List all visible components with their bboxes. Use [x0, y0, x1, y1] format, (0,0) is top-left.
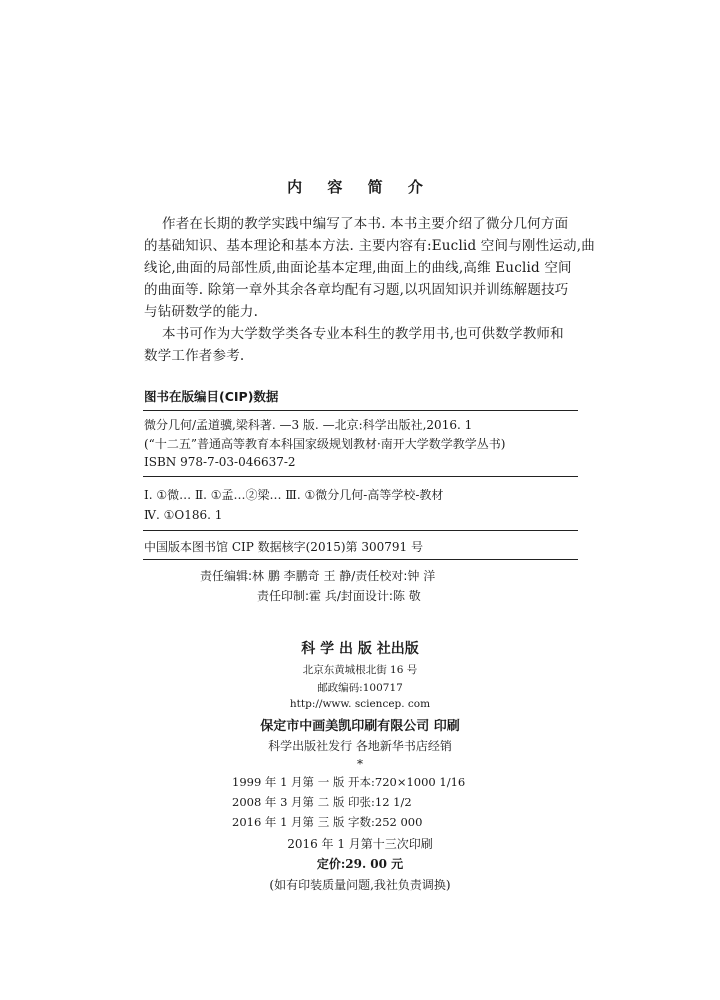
separator: *: [357, 757, 363, 771]
divider: [143, 410, 578, 411]
cip-line: ISBN 978-7-03-046637-2: [144, 455, 296, 469]
cip-heading: 图书在版编目(CIP)数据: [144, 389, 279, 404]
page-title: 内 容 简 介: [287, 178, 433, 196]
price: 定价:29. 00 元: [316, 857, 404, 871]
edition-line: 1999 年 1 月第 一 版 开本:720×1000 1/16: [232, 775, 466, 789]
summary-line: 作者在长期的教学实践中编写了本书. 本书主要介绍了微分几何方面: [162, 216, 569, 232]
publisher-address: 北京东黄城根北街 16 号: [302, 664, 418, 676]
credit-line: 责任编辑:林 鹏 李鹏奇 王 静/责任校对:钟 洋: [200, 569, 436, 583]
publisher-postcode: 邮政编码:100717: [317, 682, 403, 694]
cip-classification: Ⅳ. ①O186. 1: [144, 508, 223, 522]
cip-line: (“十二五”普通高等教育本科国家级规划教材·南开大学数学教学丛书): [144, 437, 506, 451]
summary-line: 线论,曲面的局部性质,曲面论基本定理,曲面上的曲线,高维 Euclid 空间: [144, 260, 572, 276]
divider: [143, 559, 578, 560]
summary-line: 本书可作为大学数学类各专业本科生的教学用书,也可供数学教师和: [162, 326, 564, 342]
publisher-website: http://www. sciencep. com: [289, 698, 431, 710]
edition-line: 2016 年 1 月第 三 版 字数:252 000: [232, 815, 423, 829]
cip-line: 微分几何/孟道骥,梁科著. —3 版. —北京:科学出版社,2016. 1: [144, 418, 473, 432]
cip-core-data: 中国版本图书馆 CIP 数据核字(2015)第 300791 号: [144, 540, 423, 554]
summary-line: 的基础知识、基本理论和基本方法. 主要内容有:Euclid 空间与刚性运动,曲: [144, 238, 595, 254]
credit-line: 责任印制:霍 兵/封面设计:陈 敬: [257, 589, 421, 603]
summary-line: 数学工作者参考.: [144, 348, 245, 364]
reprint: 2016 年 1 月第十三次印刷: [287, 837, 433, 851]
notice: (如有印装质量问题,我社负责调换): [269, 878, 451, 892]
divider: [143, 476, 578, 477]
distribution: 科学出版社发行 各地新华书店经销: [268, 739, 452, 753]
publisher-name: 科 学 出 版 社出版: [301, 641, 419, 657]
summary-line: 的曲面等. 除第一章外其余各章均配有习题,以巩固知识并训练解题技巧: [144, 282, 569, 298]
divider: [143, 530, 578, 531]
summary-line: 与钻研数学的能力.: [144, 304, 259, 320]
cip-classification: Ⅰ. ①微… Ⅱ. ①孟…②梁… Ⅲ. ①微分几何-高等学校-教材: [144, 488, 444, 502]
printer: 保定市中画美凯印刷有限公司 印刷: [260, 719, 460, 734]
edition-line: 2008 年 3 月第 二 版 印张:12 1/2: [232, 795, 412, 809]
